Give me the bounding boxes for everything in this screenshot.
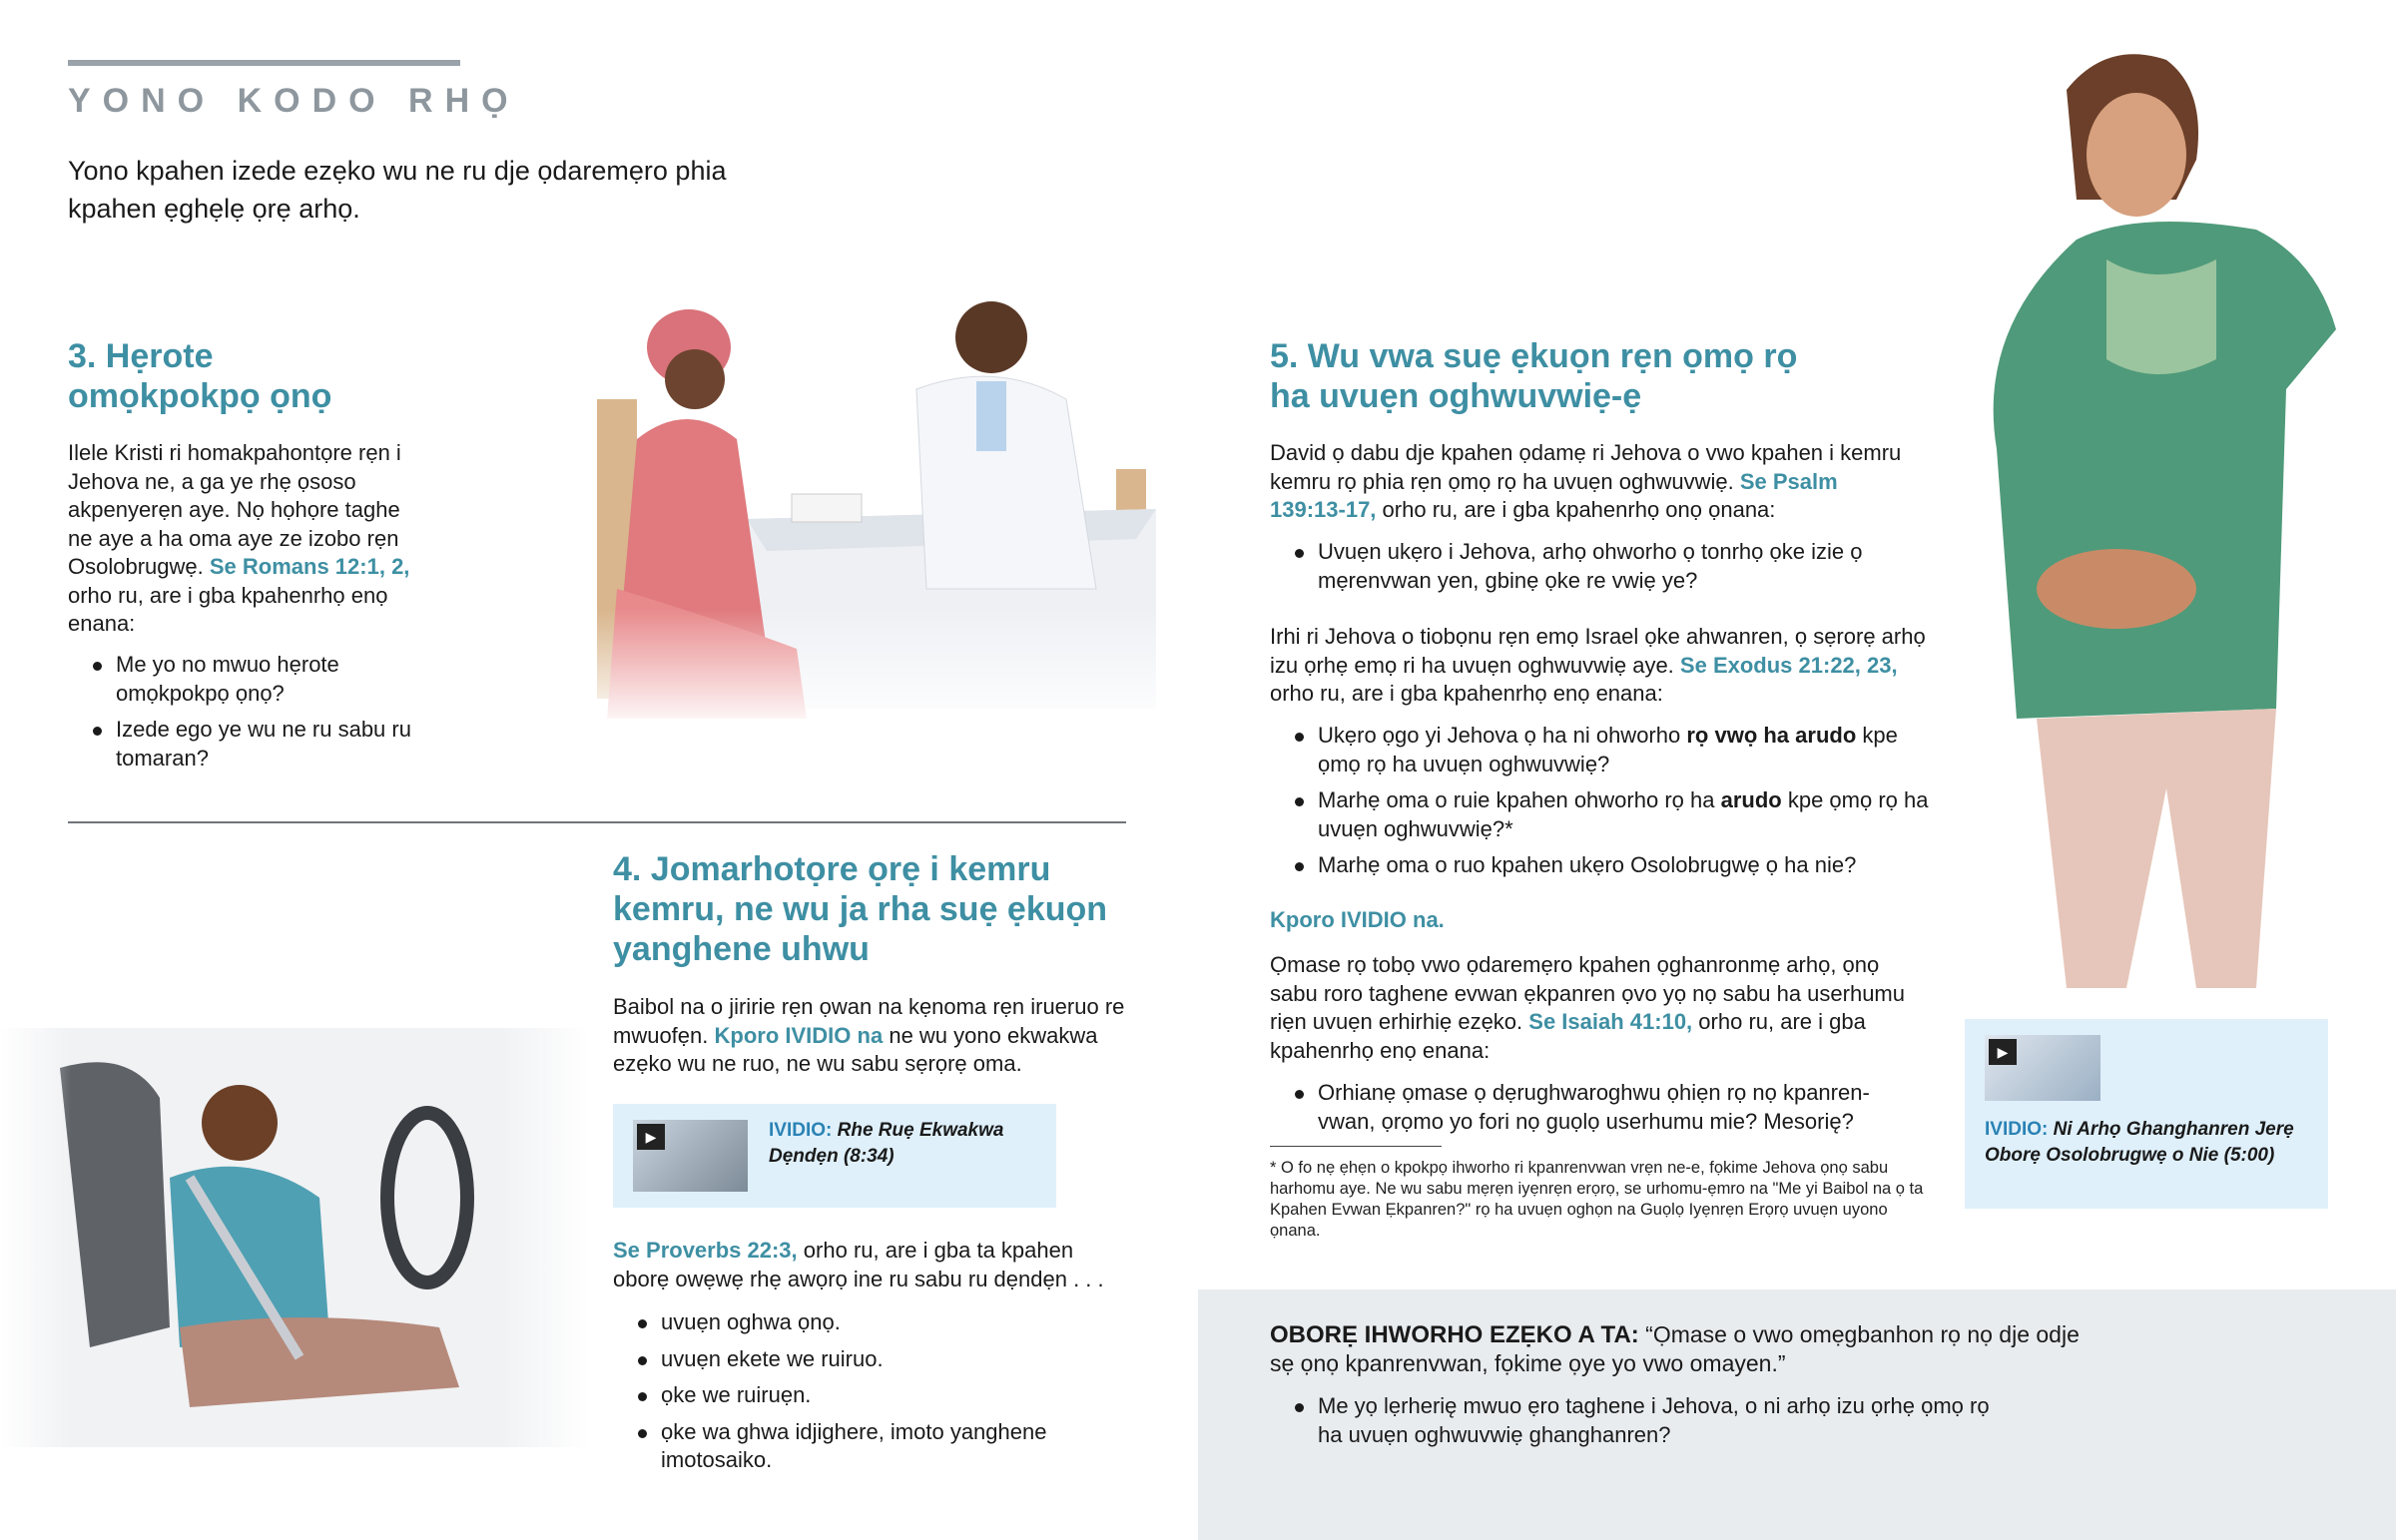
section-4-proverbs: Se Proverbs 22:3, orho ru, are i gba ta kpahen oborẹ owẹwẹ rhẹ awọrọ ine ru sabu ru dẹndẹn . . . [613,1238,1104,1291]
list-item: Izede ego ye wu ne ru sabu ru tomaran? [68,716,427,772]
video-label[interactable]: IVIDIO: Rhe Ruẹ Ekwakwa Dẹndẹn (8:34) [769,1120,1004,1167]
header-rule [68,60,460,66]
intro-text: Yono kpahen izede ezẹko wu ne ru dje ọdaremẹro phia kpahen ẹghẹlẹ ọrẹ arhọ. [68,156,727,224]
list-item: Me yo no mwuo hẹrote omọkpokpọ ọnọ? [68,651,427,708]
list-item: Ukẹro ọgo yi Jehova ọ ha ni ohworho rọ vwọ ha arudo kpe ọmọ rọ ha uvuẹn oghwuvwiẹ? [1270,722,1929,778]
others-say-quote: OBORẸ IHWORHO EZẸKO A TA: “Ọmase o vwo omẹgbanhon rọ nọ dje odje sẹ ọnọ kpanrenvwan, fọkime ọye yo vwo omayen.” [1270,1321,2080,1376]
section-4-title: 4. Jomarhotọre ọrẹ i kemru kemru, ne wu ja rha suẹ ẹkuọn yanghene uhwu [613,850,1108,968]
section-3-questions [68,651,427,780]
proverbs-ref-link[interactable]: Se Proverbs 22:3, [613,1238,798,1263]
list-item: Marhẹ oma o ruie kpahen ohworho rọ ha arudo kpe ọmọ rọ ha uvuẹn oghwuvwiẹ?* [1270,786,1929,843]
section-5-p1: David ọ dabu dje kpahen ọdamẹ ri Jehova o vwo kpahen i kemru kemru rọ phia rẹn ọmọ rọ ha uvuẹn oghwuvwiẹ. Se Psalm 139:13-17, orho ru, are i gba kpahenrhọ onọ ọnana: [1270,440,1902,522]
section-3-body: Ilele Kristi ri homakpahontọre rẹn i Jehova ne, a ga ye rhẹ ọsoso akpenyerẹn aye. Nọ họhọre taghe ne aye a ha oma aye ze izobo rẹn Osolobrugwẹ. Se Romans 12:1, 2, orho ru, are i gba kpahenrhọ enọ enana: [68,440,410,636]
psalm-ref-link[interactable]: Se Psalm 139:13-17, [1270,468,1838,522]
isaiah-ref-link[interactable]: Se Isaiah 41:10, [1528,1009,1693,1034]
others-say-list [1270,1392,2009,1457]
list-item: ọke we ruiruẹn. [613,1381,1132,1410]
seatbelt-illustration [0,1028,589,1447]
section-5-p3: Ọmase rọ tobọ vwo ọdaremẹro kpahen ọghanronmẹ arhọ, ọnọ sabu roro taghene evwan ẹkpanren ọvo yọ nọ sabu ha userhumu riẹn uvuẹn erhirhiẹ ezẹko. Se Isaiah 41:10, orho ru, are i gba kpahenrhọ enọ enana: [1270,952,1905,1063]
section-5-p2: Irhi ri Jehova o tiobọnu rẹn emọ Israel ọke ahwanren, ọ sẹrorẹ arhọ izu ọrhẹ emọ ri ha uvuẹn oghwuvwiẹ aye. Se Exodus 21:22, 23, orho ru, are i gba kpahenrhọ enọ enana: [1270,624,1926,706]
section-3-title: 3. Hẹrote omọkpokpọ ọnọ [68,337,332,415]
section-kicker: YONO KODO RHỌ [68,82,520,120]
romans-ref-link[interactable]: Se Romans 12:1, 2, [209,554,410,579]
footnote: * O fo nẹ ẹhẹn o kpokpọ ihworho ri kpanrenvwan vrẹn ne-e, fọkime Jehova ọnọ sabu harhomu aye. Ne wu sabu mẹrẹn iyẹnrẹn erọrọ, se urhomu-ẹmro na "Me yi Baibol na ọ ta Kpahen Evwan Ẹkpanren?" rọ ha uvuẹn oghọn na Guọlọ Iyẹnrẹn Erọrọ uvuẹn uyono ọnana. [1270,1159,1924,1240]
section-5-list-3 [1270,1079,1919,1144]
list-item: Marhẹ oma o ruo kpahen ukẹro Osolobrugwẹ ọ ha nie? [1270,851,1929,880]
list-item: ọke wa ghwa idjighere, imoto yanghene imotosaiko. [613,1418,1132,1475]
section-5-list-1 [1270,538,1919,603]
video-card-driving[interactable] [613,1104,1056,1208]
list-item: uvuẹn oghwa ọnọ. [613,1308,1132,1337]
pregnant-woman-illustration [1957,30,2356,1018]
video-thumbnail[interactable] [633,1120,748,1192]
list-item: Orhianẹ ọmase ọ dẹrughwaroghwu ọhiẹn rọ nọ kpanren-vwan, ọrọmo yo fori nọ guọlọ userhumu mie? Mesorię? [1270,1079,1919,1136]
section-5-title: 5. Wu vwa suẹ ẹkuọn rẹn ọmọ rọ ha uvuẹn oghwuvwiẹ-ẹ [1270,337,1798,415]
list-item: Uvuẹn ukẹro i Jehova, arhọ ohworho ọ tonrhọ ọke izie ọ mẹrenvwan yen, gbinẹ ọke re vwiẹ ye? [1270,538,1919,595]
section-divider [68,821,1126,823]
doctor-visit-illustration [597,289,1156,729]
section-4-body: Baibol na o jiririe rẹn ọwan na kẹnoma rẹn irueruo re mwuofẹn. Kporo IVIDIO na ne wu yono ekwakwa ezẹko wu ne ruo, ne wu sabu sẹrọrẹ oma. [613,994,1125,1076]
footnote-rule [1270,1146,1442,1147]
play-icon[interactable]: ▶ [1989,1039,2017,1065]
section-4-list [613,1308,1132,1483]
list-item: uvuẹn ekete we ruiruo. [613,1345,1132,1374]
exodus-ref-link[interactable]: Se Exodus 21:22, 23, [1679,652,1898,678]
watch-video-link[interactable]: Kporo IVIDIO na [714,1022,884,1048]
video-thumbnail[interactable] [1985,1035,2100,1101]
play-icon[interactable]: ▶ [637,1124,665,1150]
video-label[interactable]: IVIDIO: Ni Arhọ Ghanghanren Jerẹ Oborẹ Osolobrugwẹ o Nie (5:00) [1985,1119,2294,1166]
video-card-life[interactable] [1965,1019,2328,1209]
list-item: Me yọ lẹrherię mwuo ẹro taghene i Jehova, o ni arhọ izu ọrhẹ ọmọ rọ ha uvuẹn oghwuvwiẹ ghanghanren? [1270,1392,2009,1449]
section-5-list-2 [1270,722,1929,888]
watch-video-heading[interactable]: Kporo IVIDIO na. [1270,907,1445,932]
